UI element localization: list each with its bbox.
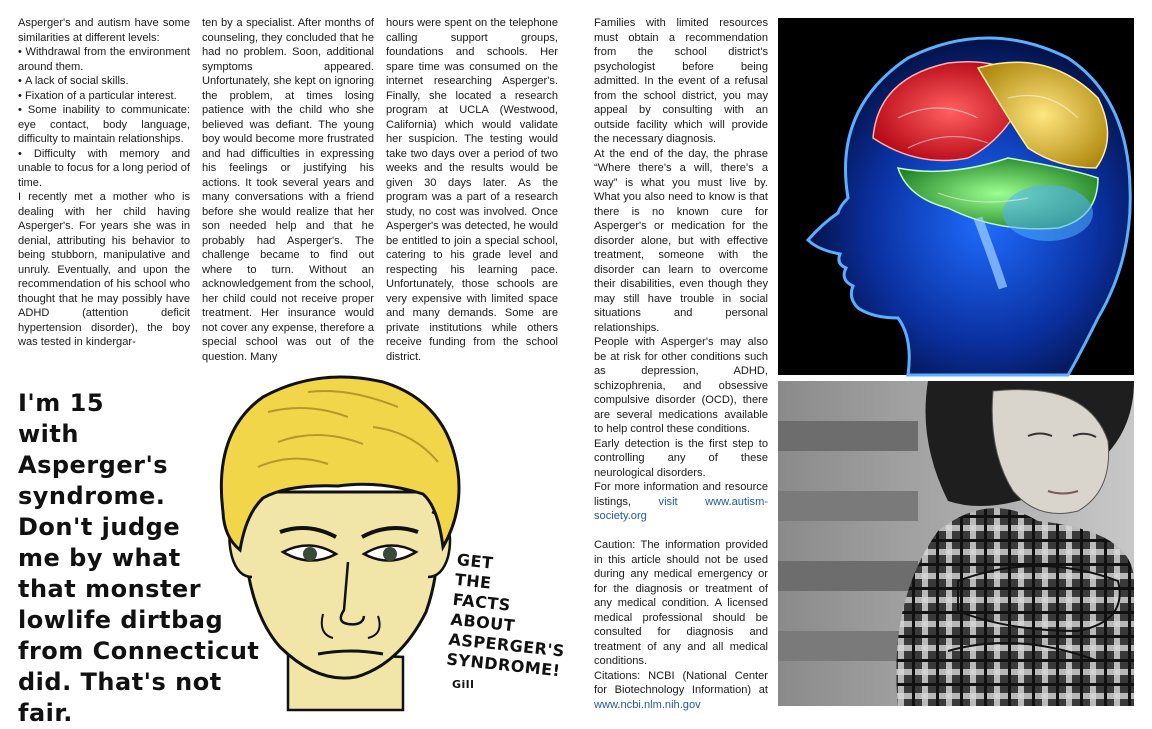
teen-hoodie-photo [778,381,1134,706]
intro-text: Asperger's and autism have some similarities at different levels: [18,17,190,44]
article-column-2 [202,16,374,364]
bullet-item: • Difficulty with memory and unable to focus for a long period of time. [18,147,190,191]
resource-text: For more information and resource listings, [594,481,768,508]
teen-photo-graphic [778,381,1134,706]
bullet-item: • Withdrawal from the environment around them. [18,45,190,74]
comic-facts-text: GET THE FACTS ABOUT ASPERGER'S SYNDROME! [445,550,566,681]
bullet-item: • A lack of social skills. [18,74,190,89]
brain-head-image [778,18,1134,375]
citation-paragraph [594,669,768,713]
spacer [594,524,768,539]
brain-head-graphic [778,18,1134,375]
article-column-4 [594,16,768,712]
paragraph: ten by a specialist. After months of counseling, they concluded that he had no problem. Soon, additional symptoms appeared. Unfortunately, she kept on ignoring the problem, at times losing patience with the child who she believed was defiant. The young boy would become more frustrated and had difficulties in expressing his feelings or justifying his actions. It took several years and many conversations with a friend before she would realize that her son needed help and that he probably had Asperger's. The challenge became to find out where to turn. Without an acknowledgement from the school, her child could not receive proper treatment. Her insurance would not cover any expense, therefore a special school was out of the question. Many [202,17,374,363]
comic-signature: Gill [452,678,475,691]
resource-paragraph [594,480,768,524]
paragraph: hours were spent on the telephone calling support groups, foundations and schools. Her spare time was consumed on the internet researching Asperger's. Finally, she located a research program at UCLA (Westwood, California) which would validate her suspicion. The testing would take two days over a period of two weeks and the results would be given 30 days later. As the program was a part of a research study, no cost was involved. Once Asperger's was detected, he would be entitled to join a special school, catering to his grade level and respecting his learning pace. Unfortunately, those schools are very expensive with limited space and many demands. Some are private institutions while others receive funding from the school district. [386,17,558,363]
comic-illustration [18,372,566,727]
autism-society-link[interactable]: visit www.autism-society.org [594,495,769,522]
caution-paragraph: Caution: The information provided in this article should not be used during any medical emergency or for the diagnosis or treatment of any medical condition. A licensed medical professional should be consulted for diagnosis and treatment of any and all medical conditions. [594,539,768,667]
paragraph: At the end of the day, the phrase “Where there's a will, there's a way” is what you must live by. What you also need to know is that there is no known cure for Asperger's or medication for the disorder alone, but with effective treatment, someone with the disorder can learn to overcome their disabilities, even though they may still have trouble in social situations and personal relationships. [594,147,768,334]
paragraph: People with Asperger's may also be at risk for other conditions such as depression, ADHD, schizophrenia, and obsessive compulsive disorder (OCD), there are several medications available to help control these conditions. [594,336,768,435]
paragraph: I recently met a mother who is dealing with her child having Asperger's. For years she was in denial, attributing his behavior to being stubborn, manipulative and unruly. Eventually, and upon the recommendation of his school who thought that he may possibly have ADHD (attention deficit hypertension disorder), the boy was tested in kindergar- [18,191,190,348]
article-column-3 [386,16,558,364]
comic-quote-text: I'm 15 with Asperger's syndrome. Don't judge me by what that monster lowlife dirtbag from Connecticut did. That's not fair. [18,389,260,727]
paragraph: Early detection is the first step to controlling any of these neurological disorders. [594,437,768,479]
article-column-1 [18,16,190,350]
paragraph: Families with limited resources must obtain a recommendation from the school district's psychologist before being admitted. In the event of a refusal from the school district, you may appeal by consulting with an outside facility which will provide the necessary diagnosis. [594,17,768,145]
bullet-item: • Fixation of a particular interest. [18,89,190,104]
citation-text: Citations: NCBI (National Center for Biotechnology Information) at [594,669,768,696]
bullet-item: • Some inability to communicate: eye contact, body language, difficulty to maintain relationships. [18,103,190,147]
ncbi-link[interactable]: www.ncbi.nlm.nih.gov [594,698,701,711]
